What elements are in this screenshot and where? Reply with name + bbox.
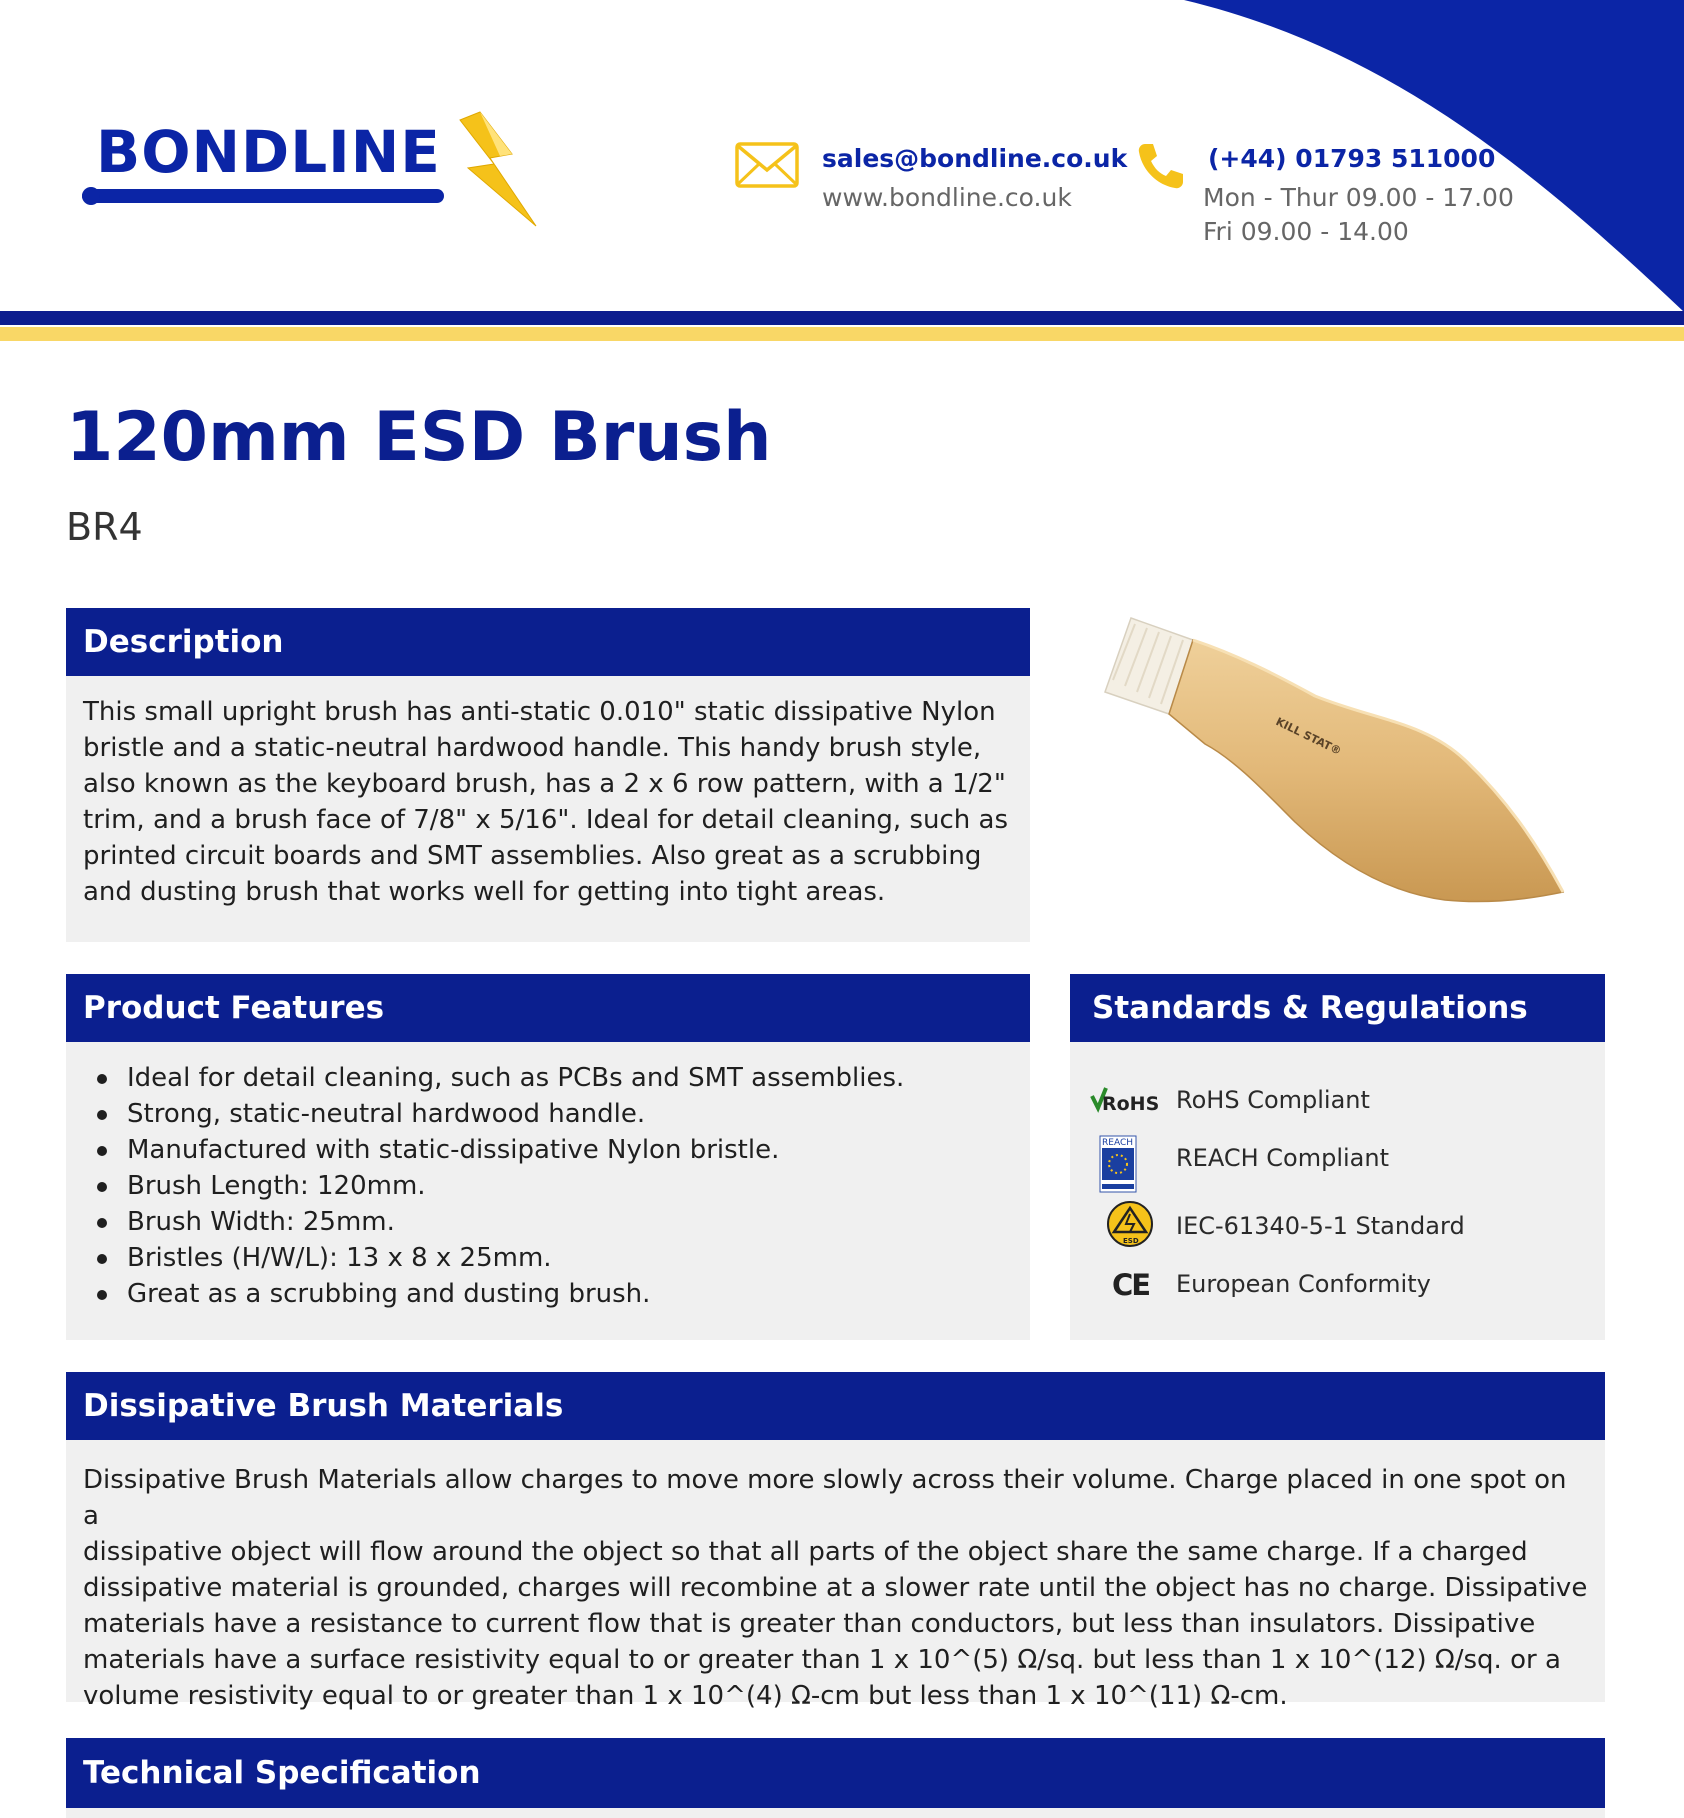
svg-text:CE: CE [1112,1268,1150,1302]
materials-line: materials have a resistance to current flow that is greater than conductors, but less than insulators. Dissipative [83,1609,1536,1639]
svg-text:RoHS: RoHS [1102,1093,1160,1115]
logo-underline-dot [82,187,100,205]
standard-label: RoHS Compliant [1176,1086,1370,1114]
phone-icon [1135,140,1187,192]
standard-row-esd [1070,1208,1605,1248]
standard-label: REACH Compliant [1176,1144,1389,1172]
opening-hours-weekday: Mon - Thur 09.00 - 17.00 [1203,183,1514,212]
technical-section [66,1738,1605,1818]
esd-icon [1090,1200,1160,1248]
company-logo[interactable] [80,108,550,238]
brush-brand-mark: KILL STAT® [1273,715,1344,758]
logo-underline [82,189,444,203]
feature-item: Brush Length: 120mm. [111,1168,1013,1204]
svg-text:ESD: ESD [1123,1237,1139,1245]
materials-heading: Dissipative Brush Materials [66,1372,1605,1440]
features-section [66,974,1030,1340]
description-line: printed circuit boards and SMT assemblies. Also great as a scrubbing [83,841,982,871]
materials-line: volume resistivity equal to or greater than 1 x 10^(4) Ω-cm but less than 1 x 10^(11) Ω-cm. [83,1681,1288,1711]
feature-item: Bristles (H/W/L): 13 x 8 x 25mm. [111,1240,1013,1276]
materials-line: dissipative material is grounded, charges will recombine at a slower rate until the object has no charge. Dissipative [83,1573,1588,1603]
opening-hours-friday: Fri 09.00 - 14.00 [1203,217,1409,246]
standard-row-reach [1070,1140,1605,1180]
description-body [66,676,1030,910]
materials-body [66,1440,1605,1714]
logo-wordmark: BONDLINE [96,118,441,186]
description-section [66,608,1030,942]
rohs-icon [1090,1082,1160,1118]
description-line: also known as the keyboard brush, has a 2 x 6 row pattern, with a 1/2" [83,769,1006,799]
feature-item: Strong, static-neutral hardwood handle. [111,1096,1013,1132]
materials-section [66,1372,1605,1711]
standard-row-ce [1070,1266,1605,1306]
description-heading: Description [66,608,1030,676]
lightning-bolt-icon [450,110,540,230]
features-list [83,1060,1013,1312]
standard-label: European Conformity [1176,1270,1431,1298]
feature-item: Ideal for detail cleaning, such as PCBs and SMT assemblies. [111,1060,1013,1096]
materials-line: Dissipative Brush Materials allow charges to move more slowly across their volume. Charge placed in one spot on a [83,1465,1567,1531]
header-stripe-yellow [0,327,1684,341]
email-link[interactable]: sales@bondline.co.uk [822,144,1128,173]
svg-text:REACH: REACH [1102,1138,1133,1148]
features-body [66,1042,1030,1312]
feature-item: Great as a scrubbing and dusting brush. [111,1276,1013,1312]
materials-line: dissipative object will flow around the object so that all parts of the object share the same charge. If a charged [83,1537,1528,1567]
description-line: bristle and a static-neutral hardwood handle. This handy brush style, [83,733,982,763]
description-line: and dusting brush that works well for getting into tight areas. [83,877,886,907]
feature-item: Brush Width: 25mm. [111,1204,1013,1240]
standard-label: IEC-61340-5-1 Standard [1176,1212,1465,1240]
reach-icon [1090,1134,1160,1194]
header-stripe-blue [0,311,1684,325]
website-link[interactable]: www.bondline.co.uk [822,183,1072,212]
description-line: This small upright brush has anti-static 0.010" static dissipative Nylon [83,697,996,727]
materials-line: materials have a surface resistivity equal to or greater than 1 x 10^(5) Ω/sq. but less than 1 x 10^(12) Ω/sq. or a [83,1645,1561,1675]
product-title: 120mm ESD Brush [66,398,772,477]
standards-section [1070,974,1605,1340]
features-heading: Product Features [66,974,1030,1042]
description-line: trim, and a brush face of 7/8" x 5/16". Ideal for detail cleaning, such as [83,805,1009,835]
brush-product-image [1085,610,1575,910]
standards-heading: Standards & Regulations [1070,974,1605,1042]
feature-item: Manufactured with static-dissipative Nylon bristle. [111,1132,1013,1168]
standard-row-rohs [1070,1082,1605,1122]
envelope-icon [735,142,799,188]
phone-link[interactable]: (+44) 01793 511000 [1208,144,1496,173]
ce-mark-icon [1090,1266,1160,1302]
technical-heading: Technical Specification [66,1738,1605,1808]
product-sku: BR4 [66,505,143,549]
